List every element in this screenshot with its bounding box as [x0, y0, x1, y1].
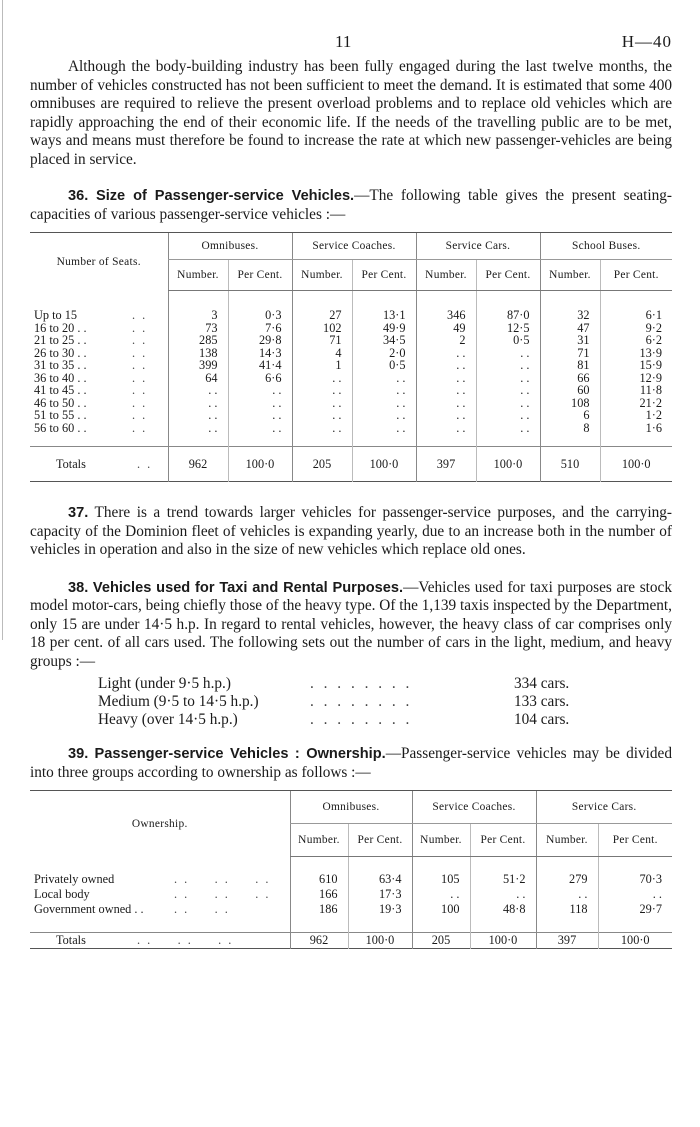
- table-cell: 3: [168, 309, 228, 322]
- table-cell: 64: [168, 372, 228, 385]
- table-cell: 166: [290, 887, 348, 902]
- table-cell: . .: [476, 372, 540, 385]
- section-36-paragraph: [30, 187, 672, 224]
- table-cell: 1: [292, 359, 352, 372]
- table-cell: 48·8: [470, 902, 536, 917]
- table-cell: 1·6: [600, 422, 672, 435]
- row-label: [30, 872, 290, 887]
- intro-paragraph: Although the body-building industry has been fully engaged during the last twelve months, the number of vehicles constructed has not been sufficient to meet the demand. It is estimated that some 400 omnibuses are required to relieve the present overload problems and to replace old vehicles which are rapidly approaching the end of their economic life. If the needs of the travelling public are to be met, ways and means must therefore be found to increase the rate at which new passenger-vehicles are being placed in service.: [30, 58, 672, 168]
- table-cell: . .: [228, 384, 292, 397]
- car-class-list: [98, 675, 672, 729]
- table-cell: 1·2: [600, 409, 672, 422]
- table-cell: 962: [290, 933, 348, 949]
- table-cell: 81: [540, 359, 600, 372]
- table1-group-omnibuses: Omnibuses.: [168, 233, 292, 260]
- table-cell: . .: [292, 397, 352, 410]
- row-label: [30, 409, 168, 422]
- leader-dots: . . . . . . . .: [310, 711, 413, 728]
- table1-totals-row: [30, 447, 672, 482]
- table-cell: . .: [352, 372, 416, 385]
- leader-dots: . .: [132, 370, 148, 385]
- table1-subheader-number: Number.: [168, 260, 228, 291]
- table-cell: 29·7: [598, 902, 672, 917]
- table-cell: 87·0: [476, 309, 540, 322]
- row-label: [30, 422, 168, 435]
- table-cell: . .: [476, 422, 540, 435]
- table1-group-school-buses: School Buses.: [540, 233, 672, 260]
- section-36-heading: Size of Passenger-service Vehicles.: [95, 188, 355, 204]
- row-label-text: Local body: [34, 887, 90, 901]
- table-cell: 41·4: [228, 359, 292, 372]
- table1-subheader-number: Number.: [540, 260, 600, 291]
- table-row: [30, 359, 672, 372]
- row-label-text: 41 to 45 . .: [34, 383, 87, 397]
- table-cell: . .: [416, 359, 476, 372]
- row-label-text: 46 to 50 . .: [34, 395, 87, 410]
- table-cell: 346: [416, 309, 476, 322]
- leader-dots: . . . .: [174, 902, 230, 916]
- table-cell: 0·3: [228, 309, 292, 322]
- section-38-text: —Vehicles used for taxi purposes are stock model motor-cars, being chiefly those of the heavy type. Of the 1,139 taxis inspected by the Department, only 15 are under 14·5 h.p. In regard to rental vehicles, however, the heavy class of car comprises only 18 per cent. of all cars used. The following sets out the number of cars in the light, medium, and heavy groups :—: [30, 578, 672, 670]
- row-label: [30, 887, 290, 902]
- table-cell: . .: [598, 887, 672, 902]
- section-37-text: There is a trend towards larger vehicles for passenger-service purposes, and the carrying-capacity of the Dominion fleet of vehicles is expanding yearly, due to an increase both in the number of vehicles in operation and also in the size of new vehicles which replace old ones.: [30, 504, 672, 558]
- table2-subheader-per-cent: Per Cent.: [348, 824, 412, 857]
- car-class-row-heavy: [98, 711, 672, 729]
- section-38-number: 38.: [68, 579, 89, 596]
- table-cell: 399: [168, 359, 228, 372]
- table-cell: 29·8: [228, 334, 292, 347]
- table-row: [30, 372, 672, 385]
- leader-dots: . .: [132, 358, 148, 372]
- table-cell: 49·9: [352, 322, 416, 335]
- table-row: [30, 309, 672, 322]
- row-label: [30, 902, 290, 917]
- table2-subheader-number: Number.: [412, 824, 470, 857]
- table1-subheader-number: Number.: [292, 260, 352, 291]
- table1-group-service-cars: Service Cars.: [416, 233, 540, 260]
- table-cell: 6·6: [228, 372, 292, 385]
- table-cell: 397: [536, 933, 598, 949]
- table-cell: 186: [290, 902, 348, 917]
- row-label-text: Up to 15: [34, 308, 78, 322]
- seating-capacity-table: [30, 232, 672, 488]
- leader-dots: . . . . . .: [136, 933, 234, 947]
- table-cell: 2·0: [352, 347, 416, 360]
- table1-group-service-coaches: Service Coaches.: [292, 233, 416, 260]
- page-margin-rule: [2, 0, 3, 640]
- table-cell: 13·9: [600, 347, 672, 360]
- table-cell: . .: [168, 397, 228, 410]
- table2-totals-label: [30, 933, 290, 949]
- section-39-paragraph: [30, 745, 672, 782]
- table-cell: 47: [540, 322, 600, 335]
- car-class-label: Heavy (over 14·5 h.p.): [98, 711, 238, 728]
- table-row: [30, 902, 672, 917]
- table-cell: 0·5: [352, 359, 416, 372]
- car-class-count: 104 cars.: [514, 711, 570, 728]
- table-cell: . .: [352, 409, 416, 422]
- table-cell: 108: [540, 397, 600, 410]
- section-36-text: —The following table gives the present seating-capacities of various passenger-service vehicles :—: [30, 187, 672, 223]
- section-38-heading: Vehicles used for Taxi and Rental Purposes.: [92, 579, 404, 596]
- row-label: [30, 359, 168, 372]
- car-class-label: Light (under 9·5 h.p.): [98, 675, 231, 692]
- section-36-number: 36.: [68, 188, 89, 204]
- table-cell: 100: [412, 902, 470, 917]
- table1-stub-header: Number of Seats.: [30, 233, 168, 291]
- section-39-text: —Passenger-service vehicles may be divided into three groups according to ownership as follows :—: [30, 745, 672, 781]
- table-row: [30, 347, 672, 360]
- table-cell: . .: [228, 397, 292, 410]
- table-cell: 8: [540, 422, 600, 435]
- table-cell: 6·2: [600, 334, 672, 347]
- table-cell: 11·8: [600, 384, 672, 397]
- table2-group-service-cars: Service Cars.: [536, 791, 672, 824]
- row-label-text: 36 to 40 . .: [34, 370, 87, 385]
- table-cell: . .: [416, 347, 476, 360]
- table-row: [30, 397, 672, 410]
- car-class-label: Medium (9·5 to 14·5 h.p.): [98, 693, 259, 710]
- table-cell: 4: [292, 347, 352, 360]
- leader-dots: . .: [132, 395, 148, 410]
- table-cell: 60: [540, 384, 600, 397]
- table-cell: 962: [168, 447, 228, 482]
- table-cell: 70·3: [598, 872, 672, 887]
- table-cell: 2: [416, 334, 476, 347]
- table-cell: 21·2: [600, 397, 672, 410]
- leader-dots: . .: [132, 320, 148, 335]
- table-cell: . .: [416, 397, 476, 410]
- table-cell: . .: [476, 347, 540, 360]
- table-cell: . .: [476, 409, 540, 422]
- table-cell: . .: [228, 409, 292, 422]
- table1-subheader-per-cent: Per Cent.: [352, 260, 416, 291]
- table-cell: . .: [168, 384, 228, 397]
- table-cell: 0·5: [476, 334, 540, 347]
- table-cell: 100·0: [598, 933, 672, 949]
- table-cell: . .: [416, 384, 476, 397]
- table-cell: 205: [412, 933, 470, 949]
- table-cell: 6·1: [600, 309, 672, 322]
- section-39-number: 39.: [68, 746, 89, 762]
- table-cell: . .: [536, 887, 598, 902]
- table-cell: . .: [416, 409, 476, 422]
- table-row: [30, 887, 672, 902]
- page-number: 11: [335, 32, 352, 51]
- table-cell: . .: [412, 887, 470, 902]
- table-cell: 71: [540, 347, 600, 360]
- table-cell: 19·3: [348, 902, 412, 917]
- table-cell: 15·9: [600, 359, 672, 372]
- leader-dots: . .: [132, 333, 148, 347]
- leader-dots: . . . . . . . .: [310, 693, 413, 710]
- leader-dots: . .: [132, 308, 148, 322]
- row-label: [30, 334, 168, 347]
- table-cell: 205: [292, 447, 352, 482]
- table-cell: 12·9: [600, 372, 672, 385]
- table1-totals-text: Totals: [56, 456, 86, 471]
- table-row: [30, 334, 672, 347]
- table-cell: . .: [476, 359, 540, 372]
- row-label-text: 51 to 55 . .: [34, 408, 87, 422]
- table-cell: . .: [292, 409, 352, 422]
- table-cell: . .: [168, 422, 228, 435]
- table-cell: 13·1: [352, 309, 416, 322]
- table-cell: . .: [292, 384, 352, 397]
- table-row: [30, 322, 672, 335]
- car-class-row-light: [98, 675, 672, 693]
- row-label-text: 26 to 30 . .: [34, 345, 87, 360]
- row-label-text: 31 to 35 . .: [34, 358, 87, 372]
- row-label-text: Privately owned: [34, 872, 115, 886]
- row-label: [30, 384, 168, 397]
- ownership-table: [30, 790, 672, 964]
- table-cell: 27: [292, 309, 352, 322]
- table-cell: 100·0: [470, 933, 536, 949]
- row-label-text: Government owned . .: [34, 902, 144, 916]
- table2-subheader-number: Number.: [536, 824, 598, 857]
- table2-subheader-number: Number.: [290, 824, 348, 857]
- table-cell: 118: [536, 902, 598, 917]
- leader-dots: . . . . . . . .: [310, 675, 413, 692]
- table-cell: 279: [536, 872, 598, 887]
- table-cell: . .: [228, 422, 292, 435]
- table-cell: . .: [470, 887, 536, 902]
- table2-subheader-per-cent: Per Cent.: [470, 824, 536, 857]
- table-cell: 12·5: [476, 322, 540, 335]
- table-cell: 6: [540, 409, 600, 422]
- table-cell: 100·0: [352, 447, 416, 482]
- table-cell: 397: [416, 447, 476, 482]
- table1-subheader-number: Number.: [416, 260, 476, 291]
- table-row: [30, 409, 672, 422]
- table-cell: 102: [292, 322, 352, 335]
- table2-totals-text: Totals: [56, 933, 86, 947]
- leader-dots: . . . . . .: [174, 887, 271, 901]
- table1-subheader-per-cent: Per Cent.: [600, 260, 672, 291]
- car-class-count: 133 cars.: [514, 693, 570, 710]
- table-row: [30, 872, 672, 887]
- leader-dots: . .: [132, 420, 148, 435]
- leader-dots: . .: [132, 408, 148, 422]
- document-page: [30, 0, 672, 964]
- car-class-count: 334 cars.: [514, 675, 570, 692]
- table-cell: 100·0: [348, 933, 412, 949]
- table-cell: . .: [416, 422, 476, 435]
- row-label-text: 16 to 20 . .: [34, 320, 87, 335]
- table2-totals-row: [30, 933, 672, 949]
- table-cell: 31: [540, 334, 600, 347]
- table-cell: 51·2: [470, 872, 536, 887]
- table2-group-omnibuses: Omnibuses.: [290, 791, 412, 824]
- table-cell: . .: [292, 372, 352, 385]
- section-39-heading: Passenger-service Vehicles : Ownership.: [94, 746, 386, 762]
- table-cell: 63·4: [348, 872, 412, 887]
- document-reference: H—40: [621, 32, 672, 51]
- table2-group-service-coaches: Service Coaches.: [412, 791, 536, 824]
- table-cell: 610: [290, 872, 348, 887]
- table2-subheader-per-cent: Per Cent.: [598, 824, 672, 857]
- table-cell: . .: [292, 422, 352, 435]
- table-cell: 138: [168, 347, 228, 360]
- table1-subheader-per-cent: Per Cent.: [476, 260, 540, 291]
- table-cell: . .: [352, 397, 416, 410]
- leader-dots: . .: [132, 383, 148, 397]
- row-label-text: 21 to 25 . .: [34, 333, 87, 347]
- leader-dots: . . . . . .: [174, 872, 271, 886]
- table-cell: 510: [540, 447, 600, 482]
- car-class-row-medium: [98, 693, 672, 711]
- table-cell: . .: [352, 384, 416, 397]
- table-cell: 17·3: [348, 887, 412, 902]
- table-cell: . .: [168, 409, 228, 422]
- table-cell: 32: [540, 309, 600, 322]
- section-37-number: 37.: [68, 505, 89, 521]
- section-38-paragraph: [30, 579, 672, 672]
- table-cell: 105: [412, 872, 470, 887]
- table-cell: . .: [416, 372, 476, 385]
- table1-totals-label: [30, 447, 168, 482]
- table-cell: 49: [416, 322, 476, 335]
- leader-dots: . .: [136, 456, 153, 471]
- table-cell: . .: [476, 397, 540, 410]
- page-header: [30, 0, 672, 58]
- table-cell: 73: [168, 322, 228, 335]
- table2-stub-header: Ownership.: [30, 791, 290, 857]
- table-cell: 34·5: [352, 334, 416, 347]
- table-cell: 14·3: [228, 347, 292, 360]
- row-label: [30, 309, 168, 322]
- leader-dots: . .: [132, 345, 148, 360]
- table-cell: 66: [540, 372, 600, 385]
- table-cell: 285: [168, 334, 228, 347]
- table-cell: 71: [292, 334, 352, 347]
- section-37-paragraph: [30, 504, 672, 560]
- row-label-text: 56 to 60 . .: [34, 420, 87, 435]
- table-cell: 100·0: [600, 447, 672, 482]
- table-cell: 7·6: [228, 322, 292, 335]
- table-cell: . .: [352, 422, 416, 435]
- table-cell: 9·2: [600, 322, 672, 335]
- table-cell: 100·0: [476, 447, 540, 482]
- table-cell: 100·0: [228, 447, 292, 482]
- table-row: [30, 384, 672, 397]
- table-row: [30, 422, 672, 435]
- table1-subheader-per-cent: Per Cent.: [228, 260, 292, 291]
- table-cell: . .: [476, 384, 540, 397]
